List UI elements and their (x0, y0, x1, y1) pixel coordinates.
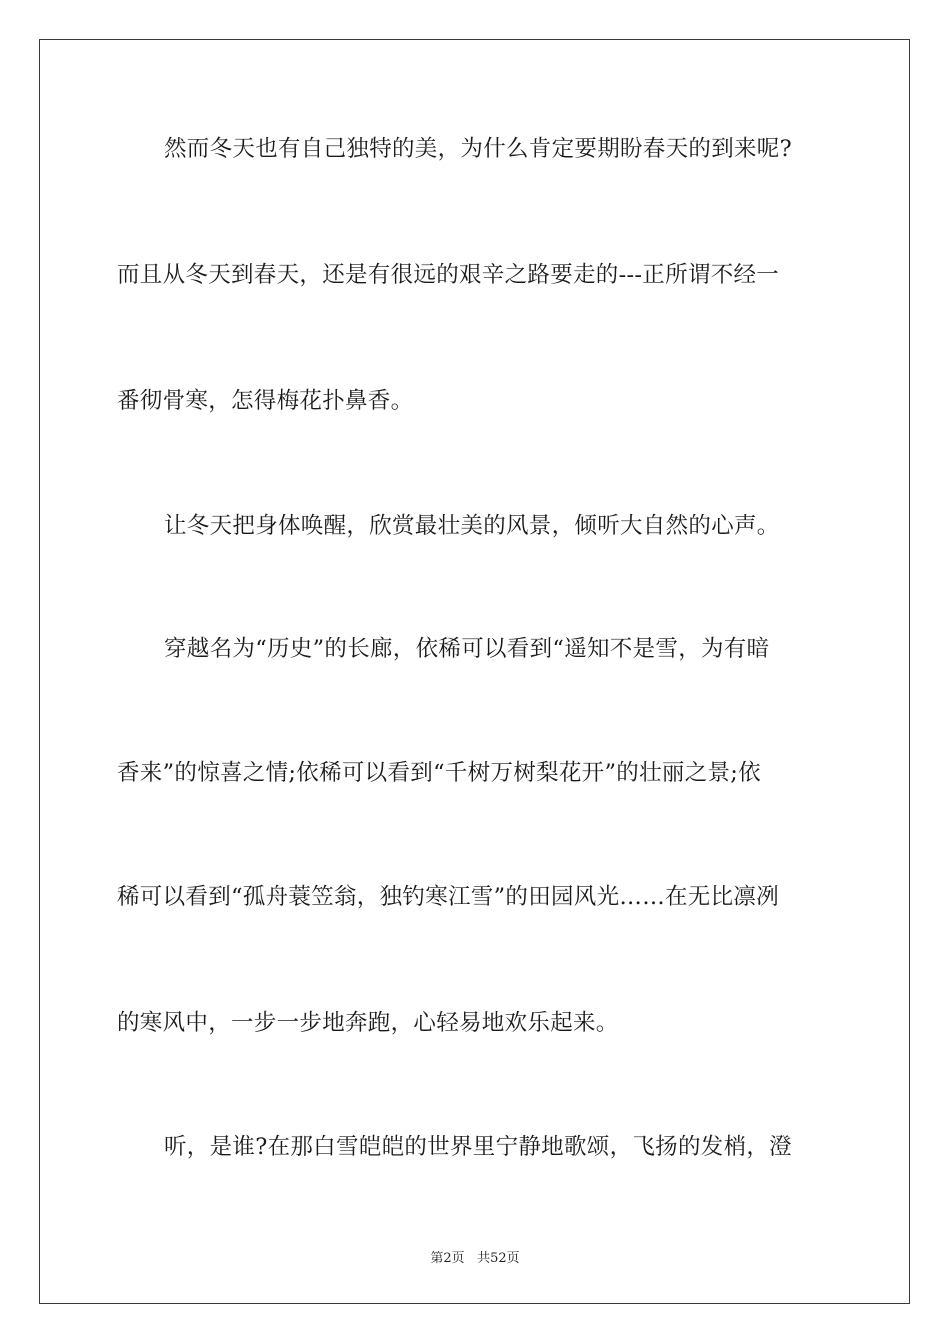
text-line: 而且从冬天到春天，还是有很远的艰辛之路要走的---正所谓不经一 (117, 262, 780, 288)
text-line: 听，是谁?在那白雪皑皑的世界里宁静地歌颂，飞扬的发梢，澄 (164, 1134, 792, 1160)
page-number: 第2页 (430, 1251, 465, 1266)
page-total: 共52页 (477, 1251, 520, 1266)
page-frame (39, 39, 910, 1304)
text-line: 穿越名为“历史”的长廊，依稀可以看到“遥知不是雪，为有暗 (164, 636, 770, 662)
page-footer (0, 1247, 950, 1266)
text-line: 让冬天把身体唤醒，欣赏最壮美的风景，倾听大自然的心声。 (164, 513, 780, 539)
text-line: 香来”的惊喜之情;依稀可以看到“千树万树梨花开”的壮丽之景;依 (117, 760, 761, 786)
text-line: 然而冬天也有自己独特的美，为什么肯定要期盼春天的到来呢? (164, 136, 792, 162)
text-line: 稀可以看到“孤舟蓑笠翁，独钓寒江雪”的田园风光……在无比凛冽 (117, 884, 780, 910)
text-line: 的寒风中，一步一步地奔跑，心轻易地欢乐起来。 (117, 1010, 619, 1036)
text-line: 番彻骨寒，怎得梅花扑鼻香。 (117, 388, 414, 414)
